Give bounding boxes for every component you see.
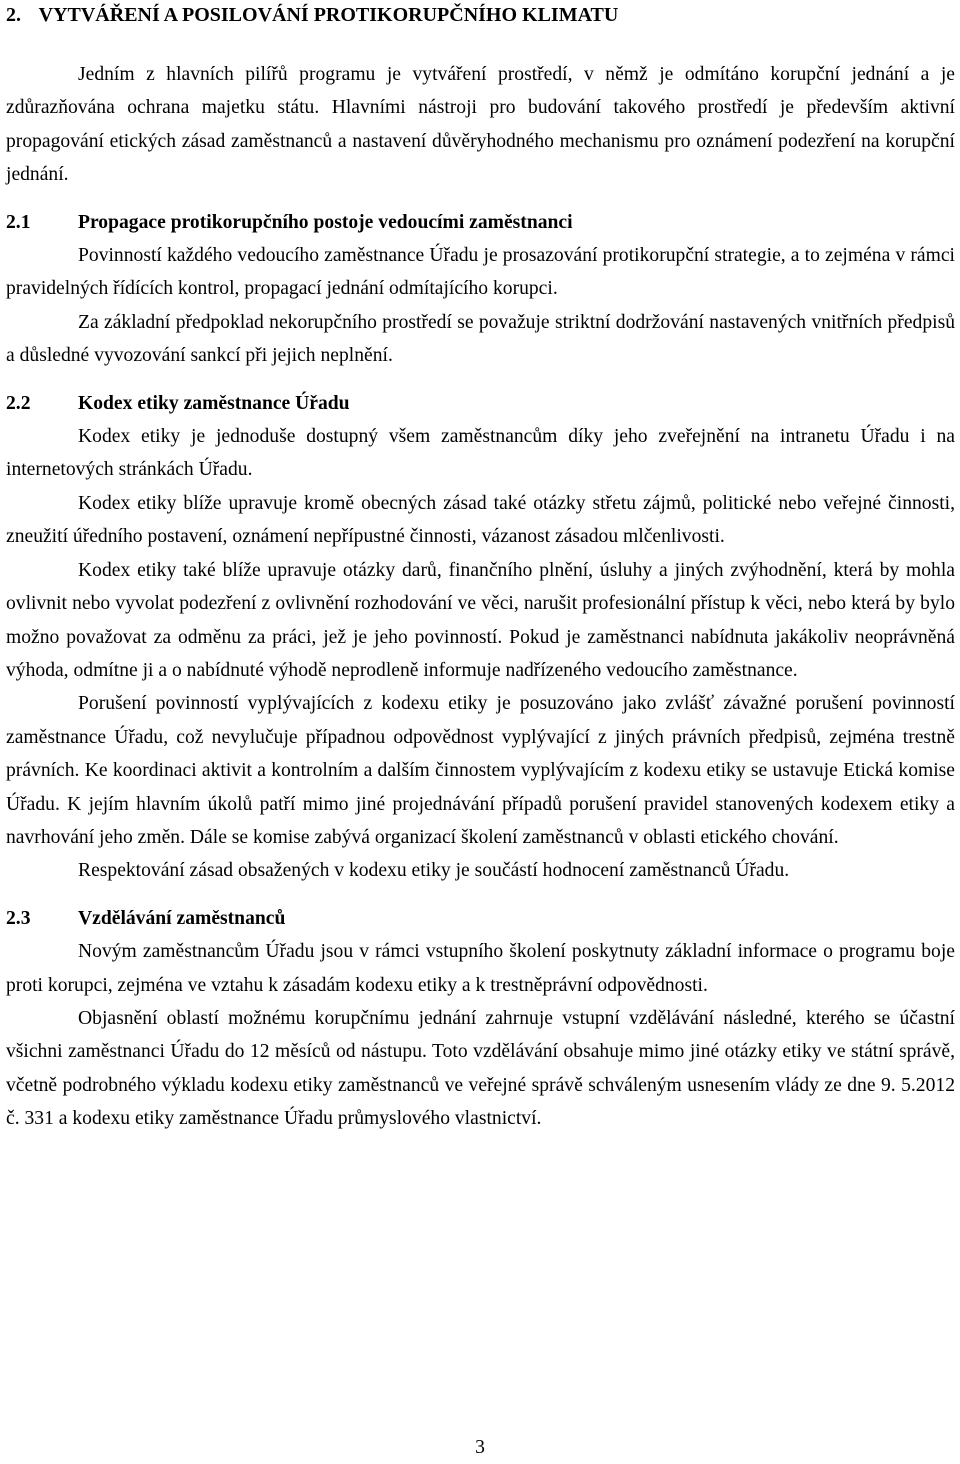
section-paragraph: Povinností každého vedoucího zaměstnance Úřadu je prosazování protikorupční strategie, a to zejména v rámci pravidelných řídících kontrol, propagací jednání odmítajícího korupci. bbox=[6, 245, 955, 300]
section-paragraph: Objasnění oblastí možnému korupčnímu jednání zahrnuje vstupní vzdělávání následné, kterého se účastní všichni zaměstnanci Úřadu do 12 měsíců od nástupu. Toto vzdělávání obsahuje mimo jiné otázky etiky ve státní správě, včetně podrobného výkladu kodexu etiky zaměstnanců ve veřejné správě schváleným usnesením vlády ze dne 9. 5.2012 č. 331 a kodexu etiky zaměstnance Úřadu průmyslového vlastnictví. bbox=[6, 1007, 955, 1130]
section-paragraph: Kodex etiky blíže upravuje kromě obecných zásad také otázky střetu zájmů, politické nebo veřejné činnosti, zneužití úředního postavení, oznámení nepřípustné činnosti, vázanost zásadou mlčenlivosti. bbox=[6, 492, 955, 548]
section-paragraph: Respektování zásad obsažených v kodexu etiky je součástí hodnocení zaměstnanců Úřadu. bbox=[78, 860, 790, 882]
section-number: 2.1 bbox=[6, 211, 31, 233]
intro-paragraph: Jedním z hlavních pilířů programu je vytváření prostředí, v němž je odmítáno korupční jednání a je zdůrazňována ochrana majetku státu. Hlavními nástroji pro budování takového prostředí je především aktivní propagování etických zásad zaměstnanců a nastavení důvěryhodného mechanismu pro oznámení podezření na korupční jednání. bbox=[6, 64, 955, 186]
section-title: Propagace protikorupčního postoje vedoucími zaměstnanci bbox=[78, 211, 573, 233]
chapter-title: VYTVÁŘENÍ A POSILOVÁNÍ PROTIKORUPČNÍHO KLIMATU bbox=[38, 4, 619, 26]
page-number: 3 bbox=[475, 1437, 485, 1458]
chapter-heading bbox=[6, 3, 955, 27]
section-paragraph: Porušení povinností vyplývajících z kodexu etiky je posuzováno jako zvlášť závažné porušení povinností zaměstnance Úřadu, což nevylučuje případnou odpovědnost vyplývající z jiných právních předpisů, zejména trestně právních. Ke koordinaci aktivit a kontrolním a dalším činnostem vyplývajícím z kodexu etiky se ustavuje Etická komise Úřadu. K jejím hlavním úkolů patří mimo jiné projednávání případů porušení pravidel stanovených kodexem etiky a navrhování jeho změn. Dále se komise zabývá organizací školení zaměstnanců v oblasti etického chování. bbox=[6, 693, 955, 848]
section-heading bbox=[6, 902, 955, 935]
section-heading bbox=[6, 387, 955, 420]
section-paragraph: Za základní předpoklad nekorupčního prostředí se považuje striktní dodržování nastavených vnitřních předpisů a důsledné vyvozování sankcí při jejich neplnění. bbox=[6, 311, 955, 367]
section-paragraph: Kodex etiky je jednoduše dostupný všem zaměstnancům díky jeho zveřejnění na intranetu Úřadu i na internetových stránkách Úřadu. bbox=[6, 426, 955, 481]
section-title: Vzdělávání zaměstnanců bbox=[78, 907, 286, 929]
section-paragraph: Kodex etiky také blíže upravuje otázky darů, finančního plnění, úsluhy a jiných zvýhodnění, která by mohla ovlivnit nebo vyvolat podezření z ovlivnění rozhodování ve věci, narušit profesionální přístup k věci, nebo která by bylo možno považovat za odměnu za práci, jež je jeho povinností. Pokud je zaměstnanci nabídnuta jakákoliv neoprávněná výhoda, odmítne ji a o nabídnuté výhodě neprodleně informuje nadřízeného vedoucího zaměstnance. bbox=[6, 559, 955, 681]
section-number: 2.2 bbox=[6, 392, 31, 414]
section-title: Kodex etiky zaměstnance Úřadu bbox=[78, 392, 350, 414]
section-heading bbox=[6, 206, 955, 239]
section-number: 2.3 bbox=[6, 907, 31, 929]
section-paragraph: Novým zaměstnancům Úřadu jsou v rámci vstupního školení poskytnuty základní informace o programu boje proti korupci, zejména ve vztahu k zásadám kodexu etiky a k trestněprávní odpovědnosti. bbox=[6, 941, 955, 996]
chapter-number: 2. bbox=[6, 4, 21, 26]
document-page bbox=[6, 0, 955, 1136]
